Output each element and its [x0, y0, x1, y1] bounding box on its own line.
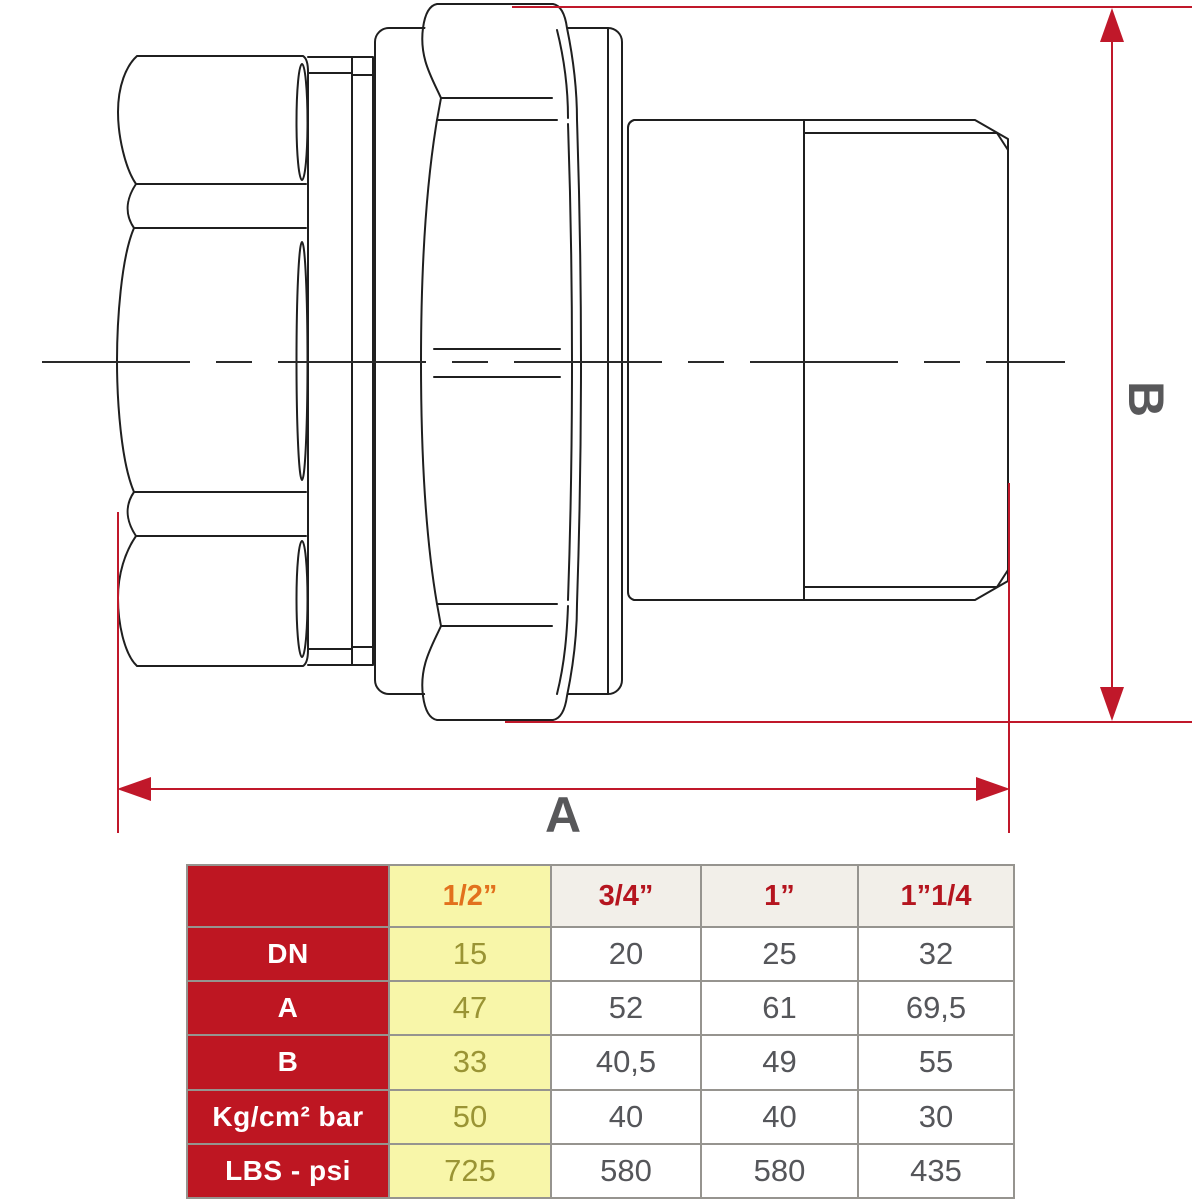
value-cell: 20: [552, 928, 700, 980]
male-threaded-end: [628, 120, 1008, 600]
row-label-kgcm2: Kg/cm² bar: [188, 1091, 388, 1143]
value-cell: 580: [702, 1145, 857, 1197]
male-end-outline: [628, 120, 1008, 600]
row-label-dn: DN: [188, 928, 388, 980]
value-cell: 40,5: [552, 1036, 700, 1088]
value-cell: 435: [859, 1145, 1013, 1197]
col-header-one-quarter: 1”1/4: [859, 866, 1013, 926]
value-cell: 52: [552, 982, 700, 1034]
value-cell: 25: [702, 928, 857, 980]
col-header-three-quarter: 3/4”: [552, 866, 700, 926]
row-label-lbs-psi: LBS - psi: [188, 1145, 388, 1197]
value-cell: 40: [702, 1091, 857, 1143]
dim-b-arrow-bottom: [1100, 687, 1124, 721]
value-cell: 55: [859, 1036, 1013, 1088]
value-cell: 47: [390, 982, 550, 1034]
value-cell: 49: [702, 1036, 857, 1088]
dim-a-label: A: [544, 787, 582, 843]
value-cell: 40: [552, 1091, 700, 1143]
col-header-half-inch: 1/2”: [390, 866, 550, 926]
spec-table: [186, 864, 1015, 1199]
value-cell: 69,5: [859, 982, 1013, 1034]
dim-b-label: B: [1118, 380, 1174, 418]
value-cell: 15: [390, 928, 550, 980]
row-label-b: B: [188, 1036, 388, 1088]
value-cell: 33: [390, 1036, 550, 1088]
value-cell: 30: [859, 1091, 1013, 1143]
value-cell: 50: [390, 1091, 550, 1143]
value-cell: 32: [859, 928, 1013, 980]
row-label-a: A: [188, 982, 388, 1034]
dim-a-arrow-right: [976, 777, 1010, 801]
dim-a-arrow-left: [117, 777, 151, 801]
value-cell: 580: [552, 1145, 700, 1197]
dim-b-arrow-top: [1100, 8, 1124, 42]
value-cell: 725: [390, 1145, 550, 1197]
value-cell: 61: [702, 982, 857, 1034]
col-header-one-inch: 1”: [702, 866, 857, 926]
header-corner-cell: [188, 866, 388, 926]
